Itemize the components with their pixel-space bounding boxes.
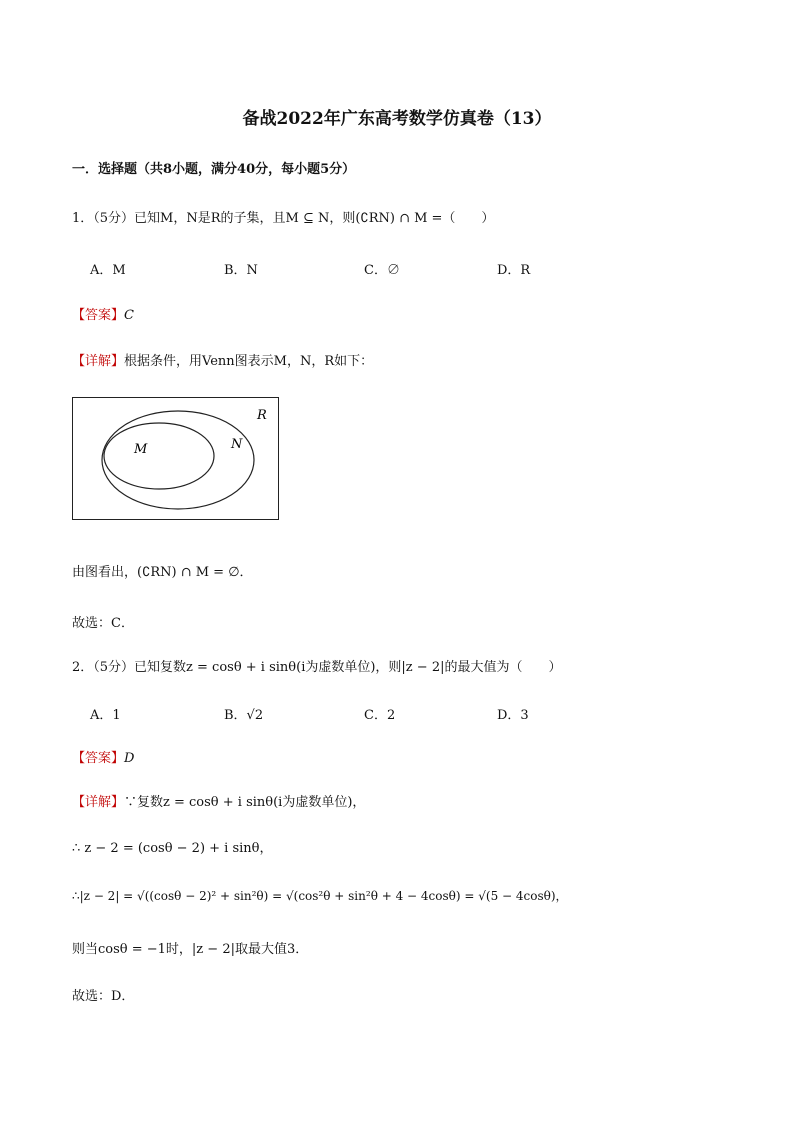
- q1-option-b: B．N: [224, 263, 258, 278]
- detail-tag: 【详解】: [72, 354, 125, 369]
- answer-tag: 【答案】: [72, 308, 125, 323]
- q2-step-1: ∴ z − 2 = (cosθ − 2) + i sinθ，: [72, 841, 273, 856]
- set-m-ellipse: [104, 423, 214, 489]
- set-n-label: N: [231, 437, 243, 452]
- detail-tag: 【详解】: [72, 795, 125, 810]
- page-title: 备战2022年广东高考数学仿真卷（13）: [242, 109, 552, 129]
- detail-text: 根据条件，用Venn图表示M，N，R如下：: [124, 354, 374, 369]
- q1-option-d: D．R: [497, 263, 531, 278]
- q2-option-a: A．1: [90, 708, 121, 723]
- q1-detail: [72, 350, 373, 369]
- q1-stem: 1．（5分）已知M，N是R的子集，且M ⊆ N，则(∁RN) ∩ M =（ ）: [72, 211, 495, 226]
- q1-conclusion: 由图看出，(∁RN) ∩ M = ∅．: [72, 565, 253, 580]
- q2-detail: [72, 791, 365, 810]
- venn-svg: [73, 398, 278, 519]
- detail-text: ∵复数z = cosθ + i sinθ(i为虚数单位)，: [124, 795, 366, 810]
- set-m-label: M: [134, 442, 148, 457]
- q2-choose: 故选：D．: [72, 989, 135, 1004]
- q2-step-2: ∴|z − 2| = √((cosθ − 2)² + sin²θ) = √(cos²θ + sin²θ + 4 − 4cosθ) = √(5 − 4cosθ)，: [72, 889, 568, 903]
- venn-diagram: [72, 397, 279, 520]
- q2-option-b: B．√2: [224, 708, 264, 723]
- q2-option-c: C．2: [364, 708, 396, 723]
- q1-answer: [72, 304, 134, 323]
- answer-value: D: [124, 751, 135, 766]
- q1-choose: 故选：C．: [72, 616, 134, 631]
- q2-stem: 2．（5分）已知复数z = cosθ + i sinθ(i为虚数单位)，则|z − 2|的最大值为（ ）: [72, 660, 562, 675]
- q2-option-d: D．3: [497, 708, 529, 723]
- answer-tag: 【答案】: [72, 751, 125, 766]
- q2-answer: [72, 747, 134, 766]
- set-n-ellipse: [102, 411, 254, 509]
- set-r-label: R: [257, 408, 267, 423]
- q1-option-c: C．∅: [364, 263, 400, 278]
- q2-step-3: 则当cosθ = −1时，|z − 2|取最大值3．: [72, 942, 309, 957]
- answer-value: C: [124, 308, 134, 323]
- q1-option-a: A．M: [90, 263, 126, 278]
- section-heading: 一．选择题（共8小题，满分40分，每小题5分）: [72, 162, 356, 177]
